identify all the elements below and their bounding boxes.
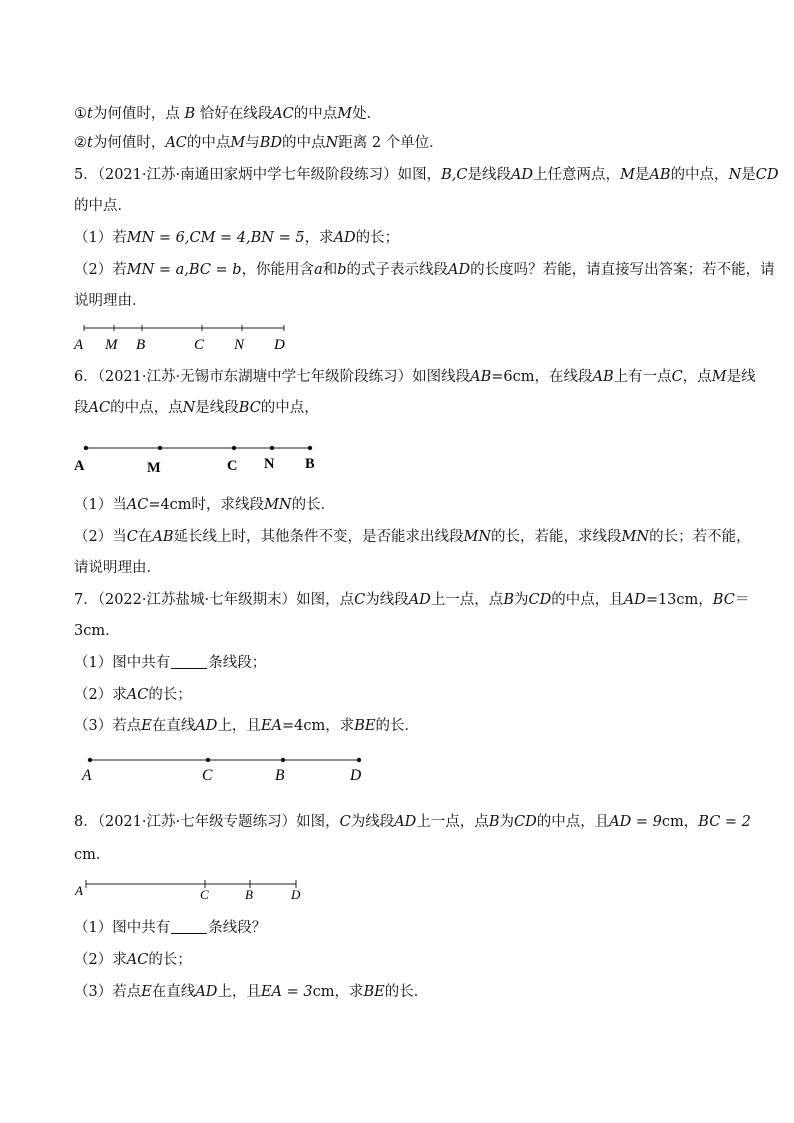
text: 是线: [726, 369, 756, 385]
var: E: [141, 984, 152, 1000]
text: 的式子表示线段: [346, 262, 449, 278]
text: 的中点，且: [551, 592, 624, 608]
text: 和: [322, 262, 338, 278]
text: 在: [137, 529, 153, 545]
var: E: [141, 718, 152, 734]
var: AD: [195, 718, 218, 734]
text: （3）若点: [74, 984, 142, 1000]
point-A: [88, 758, 92, 762]
var: B: [488, 814, 500, 830]
text: 的长度吗？若能，请直接写出答案；若不能，请: [470, 262, 775, 278]
q8-heading: [74, 812, 751, 832]
var: BE: [354, 718, 376, 734]
text: 段: [74, 400, 89, 416]
point-D: [357, 758, 361, 762]
var: M: [620, 167, 635, 183]
var: AD: [195, 984, 218, 1000]
text: 条线段；: [208, 655, 267, 671]
formula: MN = a,BC = b: [126, 262, 242, 278]
var: CD: [755, 167, 779, 183]
label-D: D: [350, 767, 362, 784]
text: 的长．: [375, 718, 419, 734]
text: 为何值时，点: [92, 106, 180, 122]
q8-sub1: [74, 918, 734, 938]
point-B: [308, 446, 312, 450]
label-N: N: [264, 456, 275, 472]
text: （2）若: [74, 262, 127, 278]
text: ，点: [682, 369, 712, 385]
text: 的长．: [291, 497, 336, 513]
text: 为何值时，: [92, 135, 166, 151]
q8-figure: [74, 875, 314, 907]
var: BC: [238, 400, 261, 416]
var: AC: [165, 135, 187, 151]
label-A: A: [74, 458, 85, 474]
label-B: B: [275, 767, 285, 784]
text: 在直线: [151, 984, 196, 1000]
var: AB: [152, 529, 174, 545]
formula: BC = 2: [698, 814, 751, 830]
label-M: M: [147, 460, 161, 476]
text: =6cm，在线段: [491, 369, 593, 385]
text: =13cm，: [645, 592, 713, 608]
text: （2）求: [74, 687, 127, 703]
q8-sub2: [74, 950, 734, 970]
text: 处．: [352, 106, 382, 122]
text: 延长线上时，其他条件不变，是否能求出线段: [173, 529, 464, 545]
text: 5．（2021·江苏·南通田家炳中学七年级阶段练习）如图，: [74, 167, 442, 183]
var: N: [182, 400, 196, 416]
text: 为: [513, 592, 529, 608]
circled-1: ①: [74, 106, 87, 122]
point-C: [232, 446, 236, 450]
label-C: C: [200, 887, 209, 902]
q8-heading-cont: cm．: [74, 847, 111, 863]
var: MN: [264, 497, 292, 513]
var: C: [354, 592, 366, 608]
text: 的长．: [384, 984, 429, 1000]
label-B: B: [136, 337, 146, 353]
q5-heading-cont: 的中点．: [74, 198, 132, 214]
text: 的长；: [148, 687, 192, 703]
var: BE: [363, 984, 385, 1000]
label-B: B: [245, 887, 253, 902]
var: M: [337, 106, 353, 122]
var: AD: [394, 814, 417, 830]
q5-sub2: [74, 260, 775, 280]
text: =4cm时，求线段: [148, 497, 265, 513]
text: 的长；: [355, 230, 400, 246]
var: C: [126, 529, 138, 545]
text: （1）当: [74, 497, 127, 513]
text: 为线段: [365, 592, 409, 608]
var: B: [503, 592, 514, 608]
text: 的中点，: [260, 400, 319, 416]
text: （2）当: [74, 529, 127, 545]
text: 上任意两点，: [533, 167, 621, 183]
q7-heading-cont: 3cm．: [74, 623, 120, 639]
text: ，求: [304, 230, 334, 246]
var: a: [314, 262, 323, 278]
var: AC: [272, 106, 294, 122]
text: （1）图中共有: [74, 655, 171, 671]
text: 的中点: [186, 135, 231, 151]
text: 的长；: [148, 952, 192, 968]
text: 的中点，且: [536, 814, 610, 830]
text: cm，求: [312, 984, 364, 1000]
var: BC: [712, 592, 735, 608]
var: AB: [592, 369, 614, 385]
text: 与: [245, 135, 260, 151]
var: AC: [126, 687, 149, 703]
point-B: [281, 758, 285, 762]
text: 是: [634, 167, 650, 183]
text: 6．（2021·江苏·无锡市东湖塘中学七年级阶段练习）如图线段: [74, 369, 471, 385]
formula: EA = 3: [260, 984, 313, 1000]
point-A: [84, 446, 88, 450]
var: N: [728, 167, 742, 183]
var: AD: [448, 262, 471, 278]
q6-sub1: [74, 495, 734, 515]
label-B: B: [305, 456, 315, 472]
q5-sub1: [74, 228, 734, 248]
point-M: [158, 446, 162, 450]
var: EA: [260, 718, 282, 734]
var: CD: [528, 592, 552, 608]
text: 8．（2021·江苏·七年级专题练习）如图，: [74, 814, 340, 830]
q5-sub2-cont: 说明理由．: [74, 293, 147, 309]
text: 上有一点: [613, 369, 672, 385]
label-C: C: [202, 767, 213, 784]
q6-sub2-cont: 请说明理由．: [74, 560, 161, 576]
text: 上，且: [217, 984, 261, 1000]
var: AC: [88, 400, 111, 416]
formula: MN = 6,CM = 4,BN = 5: [126, 230, 305, 246]
q5-figure: [74, 318, 304, 354]
text: 的中点: [282, 135, 326, 151]
label-D: D: [274, 337, 285, 353]
var: MN: [463, 529, 492, 545]
text: （3）若点: [74, 718, 142, 734]
text: 7．（2022·江苏盐城·七年级期末）如图，点: [74, 592, 355, 608]
label-C: C: [227, 458, 238, 474]
text: 的长，若能，求线段: [491, 529, 622, 545]
text: 是线段: [195, 400, 239, 416]
var: CD: [513, 814, 537, 830]
text: =4cm，求: [282, 718, 355, 734]
var: AD: [623, 592, 646, 608]
circled-2: ②: [74, 135, 87, 151]
q4-sub2: [74, 133, 734, 153]
var: AD: [408, 592, 431, 608]
q7-sub2: [74, 685, 734, 705]
var: C: [339, 814, 351, 830]
label-N: N: [234, 337, 245, 353]
q6-heading-cont: [74, 398, 734, 418]
answer-blank[interactable]: [171, 654, 207, 669]
label-M: M: [105, 337, 118, 353]
q6-sub2: [74, 527, 751, 547]
text: 为线段: [350, 814, 395, 830]
var: AB: [649, 167, 671, 183]
label-A: A: [82, 767, 92, 784]
point-C: [206, 758, 210, 762]
text: 的中点: [293, 106, 338, 122]
q7-sub3: [74, 716, 734, 736]
label-D: D: [291, 887, 301, 902]
var: N: [325, 135, 339, 151]
text: cm，: [661, 814, 699, 830]
text: （1）若: [74, 230, 127, 246]
text: 是: [741, 167, 756, 183]
q4-sub1: [74, 104, 734, 124]
q7-figure: [74, 752, 374, 788]
text: ＝: [734, 592, 750, 608]
text: 上一点，点: [430, 592, 504, 608]
text: 上，且: [217, 718, 261, 734]
text: （2）求: [74, 952, 127, 968]
var: AD: [510, 167, 534, 183]
var: B,C: [441, 167, 468, 183]
text: 的中点，: [670, 167, 729, 183]
text: 的中点，点: [110, 400, 183, 416]
text: 条线段？: [208, 920, 267, 936]
text: 恰好在线段: [199, 106, 273, 122]
text: （1）图中共有: [74, 920, 171, 936]
var: M: [711, 369, 727, 385]
var-t: t: [87, 135, 93, 151]
q5-heading: [74, 165, 779, 185]
point-N: [270, 446, 274, 450]
var: BD: [259, 135, 283, 151]
text: 是线段: [467, 167, 511, 183]
label-A: A: [75, 883, 83, 898]
answer-blank[interactable]: [171, 919, 207, 934]
label-A: A: [74, 337, 84, 353]
var: AC: [126, 952, 149, 968]
var: M: [230, 135, 246, 151]
label-C: C: [194, 337, 205, 353]
text: 的长；若不能，: [649, 529, 751, 545]
text: 距离 2 个单位．: [338, 135, 444, 151]
text: 在直线: [151, 718, 196, 734]
var: AC: [126, 497, 149, 513]
q8-sub3: [74, 982, 734, 1002]
var: B: [184, 106, 196, 122]
var-t: t: [87, 106, 93, 122]
q7-heading: [74, 590, 750, 610]
q6-heading: [74, 367, 756, 387]
text: ，你能用含: [241, 262, 315, 278]
var: b: [337, 262, 347, 278]
var: C: [671, 369, 683, 385]
text: 上一点，点: [416, 814, 489, 830]
q6-figure: [74, 440, 334, 476]
text: 为: [499, 814, 514, 830]
var: MN: [621, 529, 650, 545]
var: AB: [470, 369, 492, 385]
formula: AD = 9: [609, 814, 662, 830]
q7-sub1: [74, 653, 734, 673]
var: AD: [333, 230, 356, 246]
